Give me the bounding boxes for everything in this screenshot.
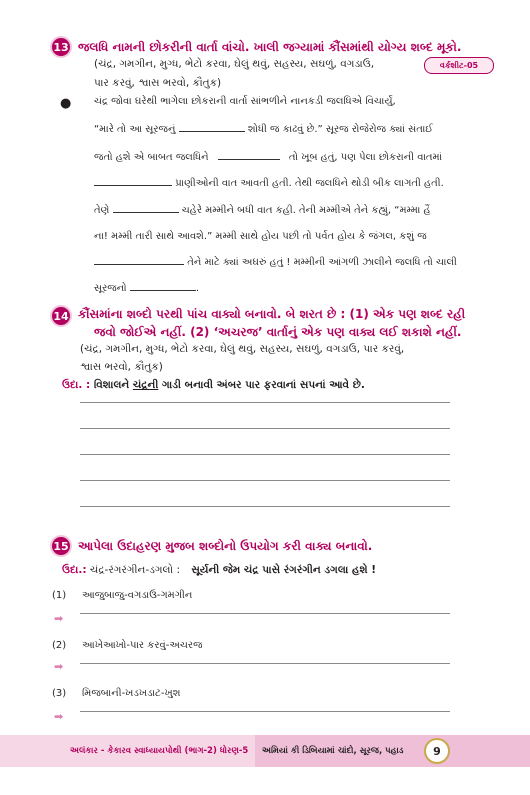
writing-line[interactable] [80, 402, 450, 403]
writing-line[interactable] [80, 428, 450, 429]
fill-blank[interactable] [94, 185, 172, 186]
writing-line[interactable] [80, 613, 450, 614]
q15-example [62, 564, 376, 577]
q13-text: . [195, 283, 200, 294]
q14-options-line1: (ચંદ્ર, ગમગીન, મુગ્ધ, ભેટો કરવા, ઘેલું થવું, સહસ્ય, સઘળું, વગડાઉ, પાર કરવું, [80, 343, 405, 355]
q13-options-line2: પાર કરવું, શ્વાસ ભરવો, કૌતુક) [94, 77, 222, 89]
question-14-title-line2: જવો જોઈએ નહીં. (2) ‘અચરજ’ વાર્તાનું એક પણ વાક્ય લઈ શકાશે નહીં. [94, 325, 462, 339]
q13-options-line1: (ચંદ્ર, ગમગીન, મુગ્ધ, ભેટો કરવા, ઘેલું થવું, સહસ્ય, સઘળું, વગડાઉ, [94, 58, 375, 70]
writing-line[interactable] [80, 480, 450, 481]
example-text: ગાડી બનાવી અંબર પાર ફરવાનાં સપનાં આવે છે. [161, 379, 365, 391]
page-number: 9 [424, 738, 450, 764]
q15-item-2-number: (2) [52, 640, 67, 651]
q13-text: તો ખૂબ હતું, પણ પેલા છોકરાની વાતમાં [288, 152, 443, 163]
question-15-title: આપેલા ઉદાહરણ મુજબ શબ્દોનો ઉપયોગ કરી વાક્ય બનાવો. [78, 539, 373, 553]
q15-item-1-number: (1) [52, 590, 67, 601]
fill-blank[interactable] [94, 264, 184, 265]
q13-para-line6: ના! મમ્મી તારી સાથે આવશે.” મમ્મી સાથે હોય પછી તો પર્વત હોય કે જંગલ, કશું જ [94, 231, 427, 242]
example-text: વિશાલને [93, 379, 130, 391]
bullet-icon: ● [60, 96, 72, 111]
question-number-14: 14 [50, 305, 72, 327]
q15-item-3-words: મિજબાની-ખડખડાટ-ખુશ [82, 688, 181, 699]
q13-text: ચહેરે મમ્મીને બધી વાત કહી. તેની મમ્મીએ તેને કહ્યું, “મમ્મા હૈં [181, 205, 431, 216]
question-14-title-line1: કૌંસમાંના શબ્દો પરથી પાંચ વાક્યો બનાવો. બે શરત છે : (1) એક પણ શબ્દ રહી [78, 307, 466, 321]
q13-para-line4 [94, 178, 444, 189]
fill-blank[interactable] [113, 212, 179, 213]
q13-para-line2 [94, 124, 433, 135]
fill-blank[interactable] [179, 131, 245, 132]
q15-item-2-words: આખેઆખો-પાર કરવું-અચરજ [82, 640, 203, 651]
q13-para-line1: ચંદ્ર જોવા ઘરેથી ભાગેલા છોકરાની વાર્તા સાંભળીને નાનકડી જલધિએ વિચાર્યું, [94, 96, 396, 107]
writing-line[interactable] [80, 454, 450, 455]
footer-chapter-title: અમિયાં કી ડિબિયામાં ચાંદો, સૂરજ, પહાડ [262, 746, 404, 756]
example-words: ચંદ્ર-રંગરંગીન-ડગલો : [89, 564, 180, 576]
q13-para-line7 [94, 257, 457, 268]
worksheet-badge: વર્કશીટ-05 [424, 57, 494, 74]
example-underlined-word: ચંદ્રની [132, 379, 159, 391]
example-label: ઉદા.: [62, 564, 87, 576]
q13-para-line8 [94, 283, 199, 294]
q13-text: પ્રાણીઓની વાત આવતી હતી. તેથી જલધિને થોડી બીક લાગતી હતી. [175, 178, 444, 189]
writing-line[interactable] [80, 711, 450, 712]
q15-item-3-number: (3) [52, 688, 67, 699]
question-number-15: 15 [50, 535, 72, 557]
arrow-icon: ➡ [54, 710, 64, 723]
arrow-icon: ➡ [54, 612, 64, 625]
arrow-icon: ➡ [54, 660, 64, 673]
footer-book-title: અલંકાર - કેકારવ સ્વાધ્યાયપોથી (ભાગ-2) ધોરણ-5 [70, 746, 249, 756]
example-sentence: સૂર્યની જેમ ચંદ્ર પાસે રંગરંગીન ડગલા હશે ! [191, 564, 377, 576]
q14-options-line2: શ્વાસ ભરવો, કૌતુક) [80, 361, 163, 373]
q13-text: શોધી જ કાઢવું છે.” સૂરજ રોજેરોજ ક્યાં સંતાઈ [247, 124, 434, 135]
q13-text: જતો હશે એ બાબત જલધિને [94, 152, 209, 163]
q13-text: તેને માટે ક્યાં અઘરું હતું ! મમ્મીની આંગળી ઝાલીને જલધિ તો ચાલી [187, 257, 457, 268]
q15-item-1-words: આજુબાજુ-વગડાઉ-ગમગીન [82, 590, 193, 601]
fill-blank[interactable] [218, 159, 280, 160]
fill-blank[interactable] [130, 290, 196, 291]
q13-para-line3 [94, 152, 442, 163]
q14-example [62, 379, 365, 392]
q13-text: “મારે તો આ સૂરજનું [94, 124, 176, 135]
writing-line[interactable] [80, 663, 450, 664]
question-13-title: જલધિ નામની છોકરીની વાર્તા વાંચો. ખાલી જગ્યામાં કૌંસમાંથી યોગ્ય શબ્દ મૂકો. [78, 40, 462, 54]
q13-text: તેણે [94, 205, 110, 216]
example-label: ઉદા. : [62, 379, 91, 391]
q13-para-line5 [94, 205, 431, 216]
q13-text: સૂરજનો [94, 283, 127, 294]
question-number-13: 13 [50, 36, 72, 58]
writing-line[interactable] [80, 506, 450, 507]
